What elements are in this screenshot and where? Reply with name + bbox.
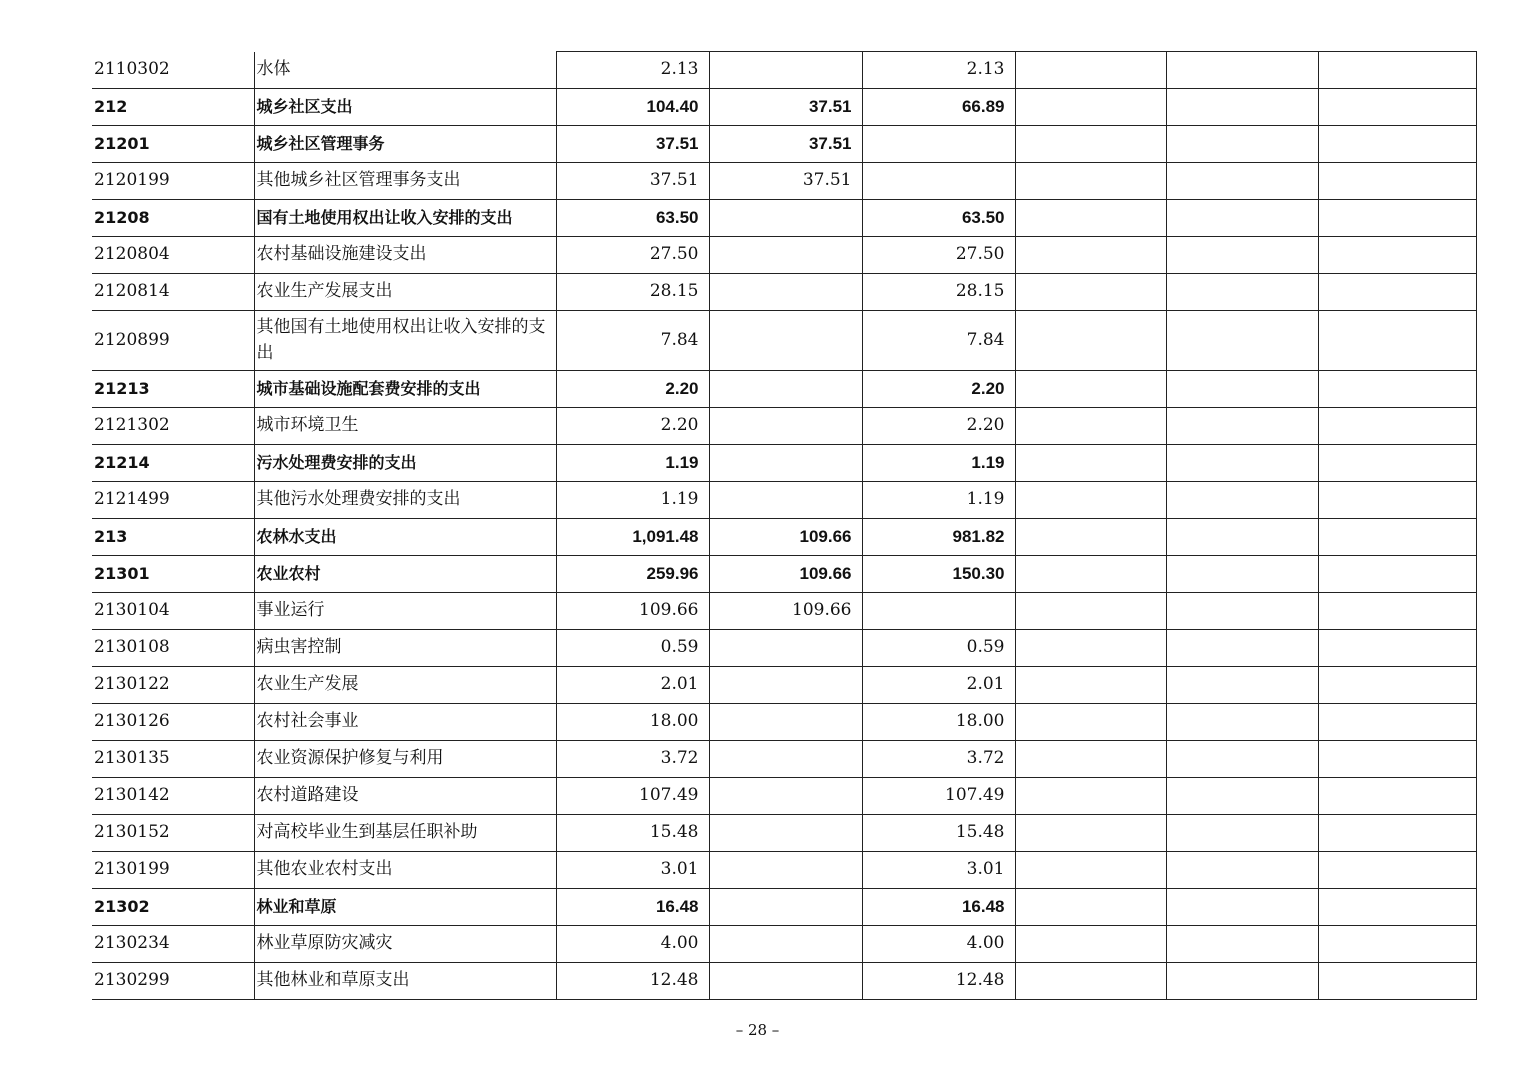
basic-expenditure-cell bbox=[709, 52, 862, 89]
empty-column-7-cell bbox=[1166, 593, 1318, 630]
account-name-cell: 城乡社区支出 bbox=[254, 89, 556, 126]
account-name-cell: 林业和草原 bbox=[254, 889, 556, 926]
empty-column-7-cell bbox=[1166, 126, 1318, 163]
project-expenditure-cell: 150.30 bbox=[862, 556, 1015, 593]
empty-column-8-cell bbox=[1318, 482, 1476, 519]
empty-column-6-cell bbox=[1015, 237, 1166, 274]
empty-column-6-cell bbox=[1015, 126, 1166, 163]
account-name-cell: 农业生产发展 bbox=[254, 667, 556, 704]
empty-column-6-cell bbox=[1015, 371, 1166, 408]
empty-column-8-cell bbox=[1318, 274, 1476, 311]
basic-expenditure-cell bbox=[709, 741, 862, 778]
account-name-cell: 其他林业和草原支出 bbox=[254, 963, 556, 1000]
basic-expenditure-cell bbox=[709, 963, 862, 1000]
table-row bbox=[92, 704, 1476, 741]
table-row bbox=[92, 815, 1476, 852]
empty-column-8-cell bbox=[1318, 926, 1476, 963]
project-expenditure-cell: 2.20 bbox=[862, 371, 1015, 408]
empty-column-7-cell bbox=[1166, 371, 1318, 408]
table-row bbox=[92, 482, 1476, 519]
project-expenditure-cell: 12.48 bbox=[862, 963, 1015, 1000]
total-amount-cell: 7.84 bbox=[556, 311, 709, 371]
basic-expenditure-cell bbox=[709, 408, 862, 445]
project-expenditure-cell: 2.20 bbox=[862, 408, 1015, 445]
account-name-cell: 农业生产发展支出 bbox=[254, 274, 556, 311]
project-expenditure-cell: 1.19 bbox=[862, 482, 1015, 519]
account-name-cell: 对高校毕业生到基层任职补助 bbox=[254, 815, 556, 852]
basic-expenditure-cell bbox=[709, 274, 862, 311]
table-row bbox=[92, 963, 1476, 1000]
empty-column-8-cell bbox=[1318, 889, 1476, 926]
total-amount-cell: 37.51 bbox=[556, 126, 709, 163]
account-name-cell: 城市环境卫生 bbox=[254, 408, 556, 445]
account-code-cell: 2130122 bbox=[92, 667, 254, 704]
project-expenditure-cell bbox=[862, 126, 1015, 163]
table-row bbox=[92, 89, 1476, 126]
account-name-cell: 其他国有土地使用权出让收入安排的支出 bbox=[254, 311, 556, 371]
empty-column-6-cell bbox=[1015, 889, 1166, 926]
account-name-cell: 农村基础设施建设支出 bbox=[254, 237, 556, 274]
table-row bbox=[92, 556, 1476, 593]
account-code-cell: 2130152 bbox=[92, 815, 254, 852]
table-row bbox=[92, 311, 1476, 371]
account-name-cell: 城乡社区管理事务 bbox=[254, 126, 556, 163]
total-amount-cell: 1.19 bbox=[556, 482, 709, 519]
basic-expenditure-cell bbox=[709, 926, 862, 963]
empty-column-8-cell bbox=[1318, 556, 1476, 593]
basic-expenditure-cell bbox=[709, 237, 862, 274]
basic-expenditure-cell bbox=[709, 704, 862, 741]
empty-column-8-cell bbox=[1318, 311, 1476, 371]
empty-column-6-cell bbox=[1015, 274, 1166, 311]
table-row bbox=[92, 889, 1476, 926]
table-row bbox=[92, 371, 1476, 408]
total-amount-cell: 104.40 bbox=[556, 89, 709, 126]
basic-expenditure-cell: 37.51 bbox=[709, 89, 862, 126]
table-row bbox=[92, 445, 1476, 482]
empty-column-7-cell bbox=[1166, 815, 1318, 852]
table-row bbox=[92, 593, 1476, 630]
empty-column-8-cell bbox=[1318, 89, 1476, 126]
page-number: – 28 – bbox=[735, 1021, 780, 1039]
account-code-cell: 2130234 bbox=[92, 926, 254, 963]
project-expenditure-cell: 16.48 bbox=[862, 889, 1015, 926]
empty-column-6-cell bbox=[1015, 815, 1166, 852]
empty-column-6-cell bbox=[1015, 445, 1166, 482]
empty-column-7-cell bbox=[1166, 667, 1318, 704]
account-code-cell: 2130126 bbox=[92, 704, 254, 741]
empty-column-6-cell bbox=[1015, 741, 1166, 778]
account-code-cell: 21208 bbox=[92, 200, 254, 237]
empty-column-6-cell bbox=[1015, 89, 1166, 126]
empty-column-8-cell bbox=[1318, 519, 1476, 556]
account-code-cell: 2121499 bbox=[92, 482, 254, 519]
project-expenditure-cell: 1.19 bbox=[862, 445, 1015, 482]
basic-expenditure-cell bbox=[709, 778, 862, 815]
total-amount-cell: 109.66 bbox=[556, 593, 709, 630]
empty-column-6-cell bbox=[1015, 926, 1166, 963]
empty-column-7-cell bbox=[1166, 237, 1318, 274]
account-code-cell: 21213 bbox=[92, 371, 254, 408]
account-name-cell: 水体 bbox=[254, 52, 556, 89]
empty-column-8-cell bbox=[1318, 963, 1476, 1000]
table-row bbox=[92, 237, 1476, 274]
account-name-cell: 林业草原防灾减灾 bbox=[254, 926, 556, 963]
account-code-cell: 21302 bbox=[92, 889, 254, 926]
empty-column-7-cell bbox=[1166, 889, 1318, 926]
empty-column-7-cell bbox=[1166, 311, 1318, 371]
total-amount-cell: 18.00 bbox=[556, 704, 709, 741]
project-expenditure-cell: 107.49 bbox=[862, 778, 1015, 815]
project-expenditure-cell: 3.01 bbox=[862, 852, 1015, 889]
project-expenditure-cell bbox=[862, 593, 1015, 630]
total-amount-cell: 3.72 bbox=[556, 741, 709, 778]
account-name-cell: 农业农村 bbox=[254, 556, 556, 593]
empty-column-8-cell bbox=[1318, 163, 1476, 200]
empty-column-6-cell bbox=[1015, 408, 1166, 445]
empty-column-6-cell bbox=[1015, 963, 1166, 1000]
empty-column-8-cell bbox=[1318, 237, 1476, 274]
total-amount-cell: 259.96 bbox=[556, 556, 709, 593]
table-body bbox=[92, 52, 1476, 1000]
budget-table bbox=[92, 51, 1477, 1000]
empty-column-6-cell bbox=[1015, 667, 1166, 704]
basic-expenditure-cell: 109.66 bbox=[709, 519, 862, 556]
account-name-cell: 农业资源保护修复与利用 bbox=[254, 741, 556, 778]
empty-column-6-cell bbox=[1015, 556, 1166, 593]
empty-column-7-cell bbox=[1166, 163, 1318, 200]
account-code-cell: 2110302 bbox=[92, 52, 254, 89]
empty-column-8-cell bbox=[1318, 778, 1476, 815]
empty-column-6-cell bbox=[1015, 200, 1166, 237]
empty-column-8-cell bbox=[1318, 667, 1476, 704]
empty-column-8-cell bbox=[1318, 593, 1476, 630]
total-amount-cell: 12.48 bbox=[556, 963, 709, 1000]
account-code-cell: 2120899 bbox=[92, 311, 254, 371]
account-code-cell: 21301 bbox=[92, 556, 254, 593]
project-expenditure-cell: 27.50 bbox=[862, 237, 1015, 274]
project-expenditure-cell: 63.50 bbox=[862, 200, 1015, 237]
table-row bbox=[92, 926, 1476, 963]
empty-column-7-cell bbox=[1166, 519, 1318, 556]
basic-expenditure-cell: 37.51 bbox=[709, 163, 862, 200]
empty-column-6-cell bbox=[1015, 593, 1166, 630]
empty-column-7-cell bbox=[1166, 52, 1318, 89]
account-code-cell: 2130199 bbox=[92, 852, 254, 889]
table-row bbox=[92, 852, 1476, 889]
basic-expenditure-cell bbox=[709, 667, 862, 704]
empty-column-7-cell bbox=[1166, 630, 1318, 667]
total-amount-cell: 2.20 bbox=[556, 371, 709, 408]
account-name-cell: 其他污水处理费安排的支出 bbox=[254, 482, 556, 519]
empty-column-6-cell bbox=[1015, 852, 1166, 889]
empty-column-6-cell bbox=[1015, 311, 1166, 371]
empty-column-8-cell bbox=[1318, 852, 1476, 889]
total-amount-cell: 3.01 bbox=[556, 852, 709, 889]
account-name-cell: 病虫害控制 bbox=[254, 630, 556, 667]
table-row bbox=[92, 52, 1476, 89]
empty-column-7-cell bbox=[1166, 704, 1318, 741]
project-expenditure-cell: 15.48 bbox=[862, 815, 1015, 852]
empty-column-6-cell bbox=[1015, 704, 1166, 741]
empty-column-7-cell bbox=[1166, 741, 1318, 778]
account-code-cell: 2130104 bbox=[92, 593, 254, 630]
total-amount-cell: 2.20 bbox=[556, 408, 709, 445]
empty-column-6-cell bbox=[1015, 778, 1166, 815]
table-row bbox=[92, 741, 1476, 778]
empty-column-6-cell bbox=[1015, 630, 1166, 667]
project-expenditure-cell: 2.13 bbox=[862, 52, 1015, 89]
basic-expenditure-cell: 109.66 bbox=[709, 556, 862, 593]
basic-expenditure-cell bbox=[709, 815, 862, 852]
project-expenditure-cell: 4.00 bbox=[862, 926, 1015, 963]
total-amount-cell: 1,091.48 bbox=[556, 519, 709, 556]
table-row bbox=[92, 667, 1476, 704]
empty-column-7-cell bbox=[1166, 482, 1318, 519]
project-expenditure-cell: 981.82 bbox=[862, 519, 1015, 556]
empty-column-7-cell bbox=[1166, 778, 1318, 815]
project-expenditure-cell: 7.84 bbox=[862, 311, 1015, 371]
account-name-cell: 事业运行 bbox=[254, 593, 556, 630]
table-row bbox=[92, 408, 1476, 445]
account-code-cell: 2120804 bbox=[92, 237, 254, 274]
empty-column-8-cell bbox=[1318, 704, 1476, 741]
empty-column-8-cell bbox=[1318, 408, 1476, 445]
account-name-cell: 农村道路建设 bbox=[254, 778, 556, 815]
empty-column-7-cell bbox=[1166, 274, 1318, 311]
account-name-cell: 污水处理费安排的支出 bbox=[254, 445, 556, 482]
total-amount-cell: 2.13 bbox=[556, 52, 709, 89]
table-row bbox=[92, 200, 1476, 237]
basic-expenditure-cell bbox=[709, 445, 862, 482]
empty-column-8-cell bbox=[1318, 815, 1476, 852]
empty-column-6-cell bbox=[1015, 163, 1166, 200]
total-amount-cell: 0.59 bbox=[556, 630, 709, 667]
empty-column-7-cell bbox=[1166, 963, 1318, 1000]
account-name-cell: 城市基础设施配套费安排的支出 bbox=[254, 371, 556, 408]
empty-column-7-cell bbox=[1166, 200, 1318, 237]
table-row bbox=[92, 519, 1476, 556]
total-amount-cell: 15.48 bbox=[556, 815, 709, 852]
project-expenditure-cell: 2.01 bbox=[862, 667, 1015, 704]
empty-column-8-cell bbox=[1318, 741, 1476, 778]
account-code-cell: 2121302 bbox=[92, 408, 254, 445]
account-code-cell: 213 bbox=[92, 519, 254, 556]
total-amount-cell: 16.48 bbox=[556, 889, 709, 926]
empty-column-7-cell bbox=[1166, 408, 1318, 445]
basic-expenditure-cell bbox=[709, 852, 862, 889]
total-amount-cell: 107.49 bbox=[556, 778, 709, 815]
total-amount-cell: 28.15 bbox=[556, 274, 709, 311]
account-code-cell: 21201 bbox=[92, 126, 254, 163]
project-expenditure-cell bbox=[862, 163, 1015, 200]
table-row bbox=[92, 630, 1476, 667]
account-name-cell: 国有土地使用权出让收入安排的支出 bbox=[254, 200, 556, 237]
account-code-cell: 2120814 bbox=[92, 274, 254, 311]
basic-expenditure-cell bbox=[709, 200, 862, 237]
empty-column-8-cell bbox=[1318, 52, 1476, 89]
basic-expenditure-cell bbox=[709, 311, 862, 371]
empty-column-8-cell bbox=[1318, 445, 1476, 482]
table-row bbox=[92, 163, 1476, 200]
project-expenditure-cell: 66.89 bbox=[862, 89, 1015, 126]
project-expenditure-cell: 28.15 bbox=[862, 274, 1015, 311]
table-row bbox=[92, 126, 1476, 163]
basic-expenditure-cell bbox=[709, 889, 862, 926]
account-code-cell: 2130299 bbox=[92, 963, 254, 1000]
empty-column-8-cell bbox=[1318, 126, 1476, 163]
project-expenditure-cell: 0.59 bbox=[862, 630, 1015, 667]
account-code-cell: 2130108 bbox=[92, 630, 254, 667]
empty-column-6-cell bbox=[1015, 482, 1166, 519]
empty-column-7-cell bbox=[1166, 89, 1318, 126]
empty-column-7-cell bbox=[1166, 445, 1318, 482]
total-amount-cell: 2.01 bbox=[556, 667, 709, 704]
account-code-cell: 212 bbox=[92, 89, 254, 126]
account-name-cell: 其他农业农村支出 bbox=[254, 852, 556, 889]
account-code-cell: 2130142 bbox=[92, 778, 254, 815]
account-code-cell: 2120199 bbox=[92, 163, 254, 200]
empty-column-8-cell bbox=[1318, 200, 1476, 237]
empty-column-7-cell bbox=[1166, 556, 1318, 593]
basic-expenditure-cell bbox=[709, 482, 862, 519]
table-row bbox=[92, 274, 1476, 311]
account-code-cell: 21214 bbox=[92, 445, 254, 482]
empty-column-8-cell bbox=[1318, 630, 1476, 667]
basic-expenditure-cell: 37.51 bbox=[709, 126, 862, 163]
total-amount-cell: 37.51 bbox=[556, 163, 709, 200]
basic-expenditure-cell bbox=[709, 630, 862, 667]
empty-column-6-cell bbox=[1015, 519, 1166, 556]
empty-column-8-cell bbox=[1318, 371, 1476, 408]
total-amount-cell: 63.50 bbox=[556, 200, 709, 237]
account-code-cell: 2130135 bbox=[92, 741, 254, 778]
total-amount-cell: 27.50 bbox=[556, 237, 709, 274]
empty-column-6-cell bbox=[1015, 52, 1166, 89]
table-row bbox=[92, 778, 1476, 815]
basic-expenditure-cell bbox=[709, 371, 862, 408]
account-name-cell: 农林水支出 bbox=[254, 519, 556, 556]
total-amount-cell: 1.19 bbox=[556, 445, 709, 482]
empty-column-7-cell bbox=[1166, 852, 1318, 889]
account-name-cell: 农村社会事业 bbox=[254, 704, 556, 741]
project-expenditure-cell: 3.72 bbox=[862, 741, 1015, 778]
project-expenditure-cell: 18.00 bbox=[862, 704, 1015, 741]
total-amount-cell: 4.00 bbox=[556, 926, 709, 963]
account-name-cell: 其他城乡社区管理事务支出 bbox=[254, 163, 556, 200]
empty-column-7-cell bbox=[1166, 926, 1318, 963]
basic-expenditure-cell: 109.66 bbox=[709, 593, 862, 630]
